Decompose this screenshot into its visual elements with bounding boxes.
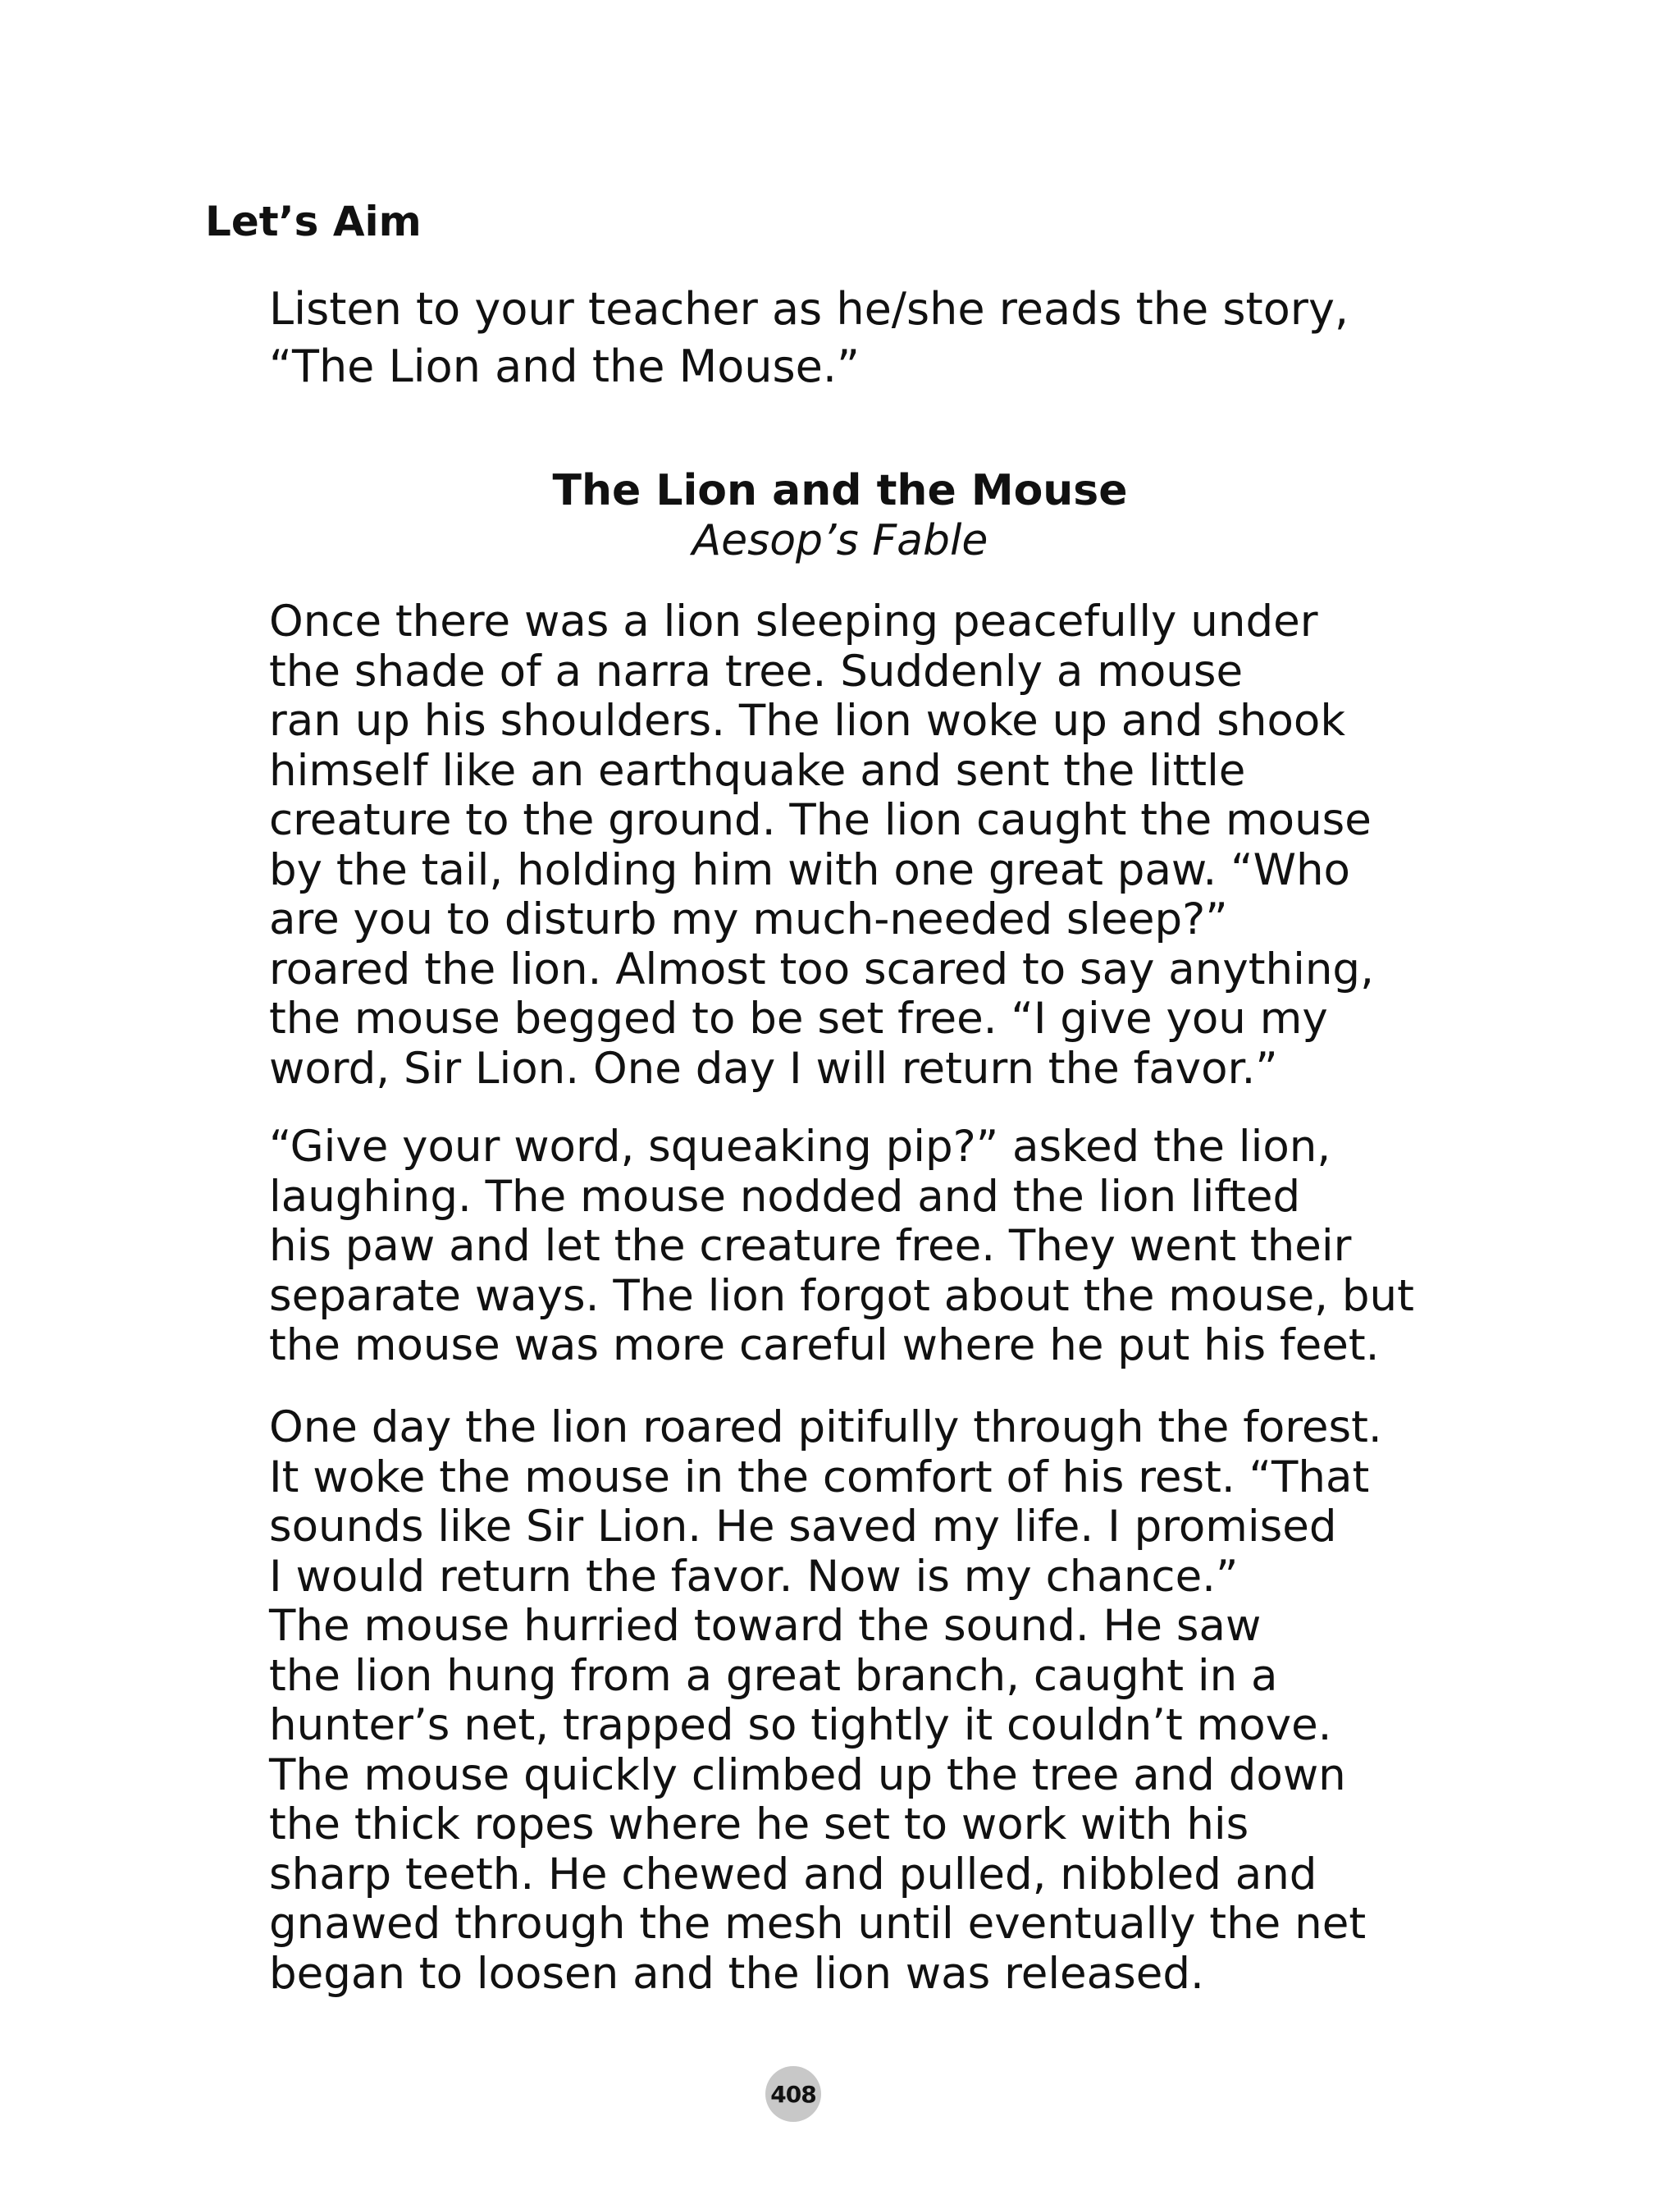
page-number: 408 bbox=[770, 2080, 816, 2108]
story-line: the thick ropes where he set to work with his bbox=[269, 1799, 1249, 1849]
instruction-line: Listen to your teacher as he/she reads the story, bbox=[269, 283, 1349, 335]
story-line: himself like an earthquake and sent the little bbox=[269, 745, 1246, 796]
story-paragraph-3 bbox=[269, 1403, 1483, 1999]
story-line: the mouse begged to be set free. “I give you my bbox=[269, 994, 1328, 1044]
story-line: It woke the mouse in the comfort of his rest. “That bbox=[269, 1452, 1370, 1502]
story-line: the mouse was more careful where he put his feet. bbox=[269, 1320, 1380, 1370]
story-paragraph-2 bbox=[269, 1122, 1483, 1371]
story-line: creature to the ground. The lion caught the mouse bbox=[269, 795, 1372, 845]
story-line: laughing. The mouse nodded and the lion lifted bbox=[269, 1171, 1301, 1222]
page-number-badge bbox=[765, 2066, 821, 2122]
story-paragraph-1 bbox=[269, 597, 1483, 1094]
story-line: sounds like Sir Lion. He saved my life. I promised bbox=[269, 1502, 1337, 1552]
instruction-text bbox=[269, 281, 1434, 395]
story-subtitle: Aesop’s Fable bbox=[692, 516, 988, 565]
instruction-line: “The Lion and the Mouse.” bbox=[269, 341, 860, 392]
story-line: One day the lion roared pitifully through the forest. bbox=[269, 1402, 1382, 1452]
story-line: separate ways. The lion forgot about the mouse, but bbox=[269, 1270, 1414, 1321]
story-line: I would return the favor. Now is my chance.” bbox=[269, 1551, 1239, 1602]
story-line: roared the lion. Almost too scared to say anything, bbox=[269, 944, 1374, 994]
story-line: hunter’s net, trapped so tightly it couldn’t move. bbox=[269, 1700, 1332, 1750]
story-line: The mouse quickly climbed up the tree and down bbox=[269, 1749, 1346, 1800]
story-line: Once there was a lion sleeping peacefully under bbox=[269, 597, 1318, 647]
story-line: The mouse hurried toward the sound. He saw bbox=[269, 1601, 1262, 1651]
story-line: the shade of a narra tree. Suddenly a mouse bbox=[269, 646, 1244, 697]
section-heading: Let’s Aim bbox=[205, 198, 422, 245]
story-line: his paw and let the creature free. They went their bbox=[269, 1221, 1352, 1271]
story-line: the lion hung from a great branch, caught in a bbox=[269, 1650, 1278, 1701]
story-line: ran up his shoulders. The lion woke up and shook bbox=[269, 696, 1346, 746]
story-line: word, Sir Lion. One day I will return the favor.” bbox=[269, 1043, 1278, 1094]
story-title: The Lion and the Mouse bbox=[552, 466, 1128, 515]
story-line: gnawed through the mesh until eventually the net bbox=[269, 1899, 1367, 1949]
story-line: by the tail, holding him with one great paw. “Who bbox=[269, 844, 1350, 895]
story-line: are you to disturb my much-needed sleep?” bbox=[269, 894, 1228, 944]
story-line: “Give your word, squeaking pip?” asked the lion, bbox=[269, 1122, 1331, 1172]
story-line: sharp teeth. He chewed and pulled, nibbled and bbox=[269, 1849, 1317, 1900]
story-line: began to loosen and the lion was released. bbox=[269, 1948, 1204, 1999]
